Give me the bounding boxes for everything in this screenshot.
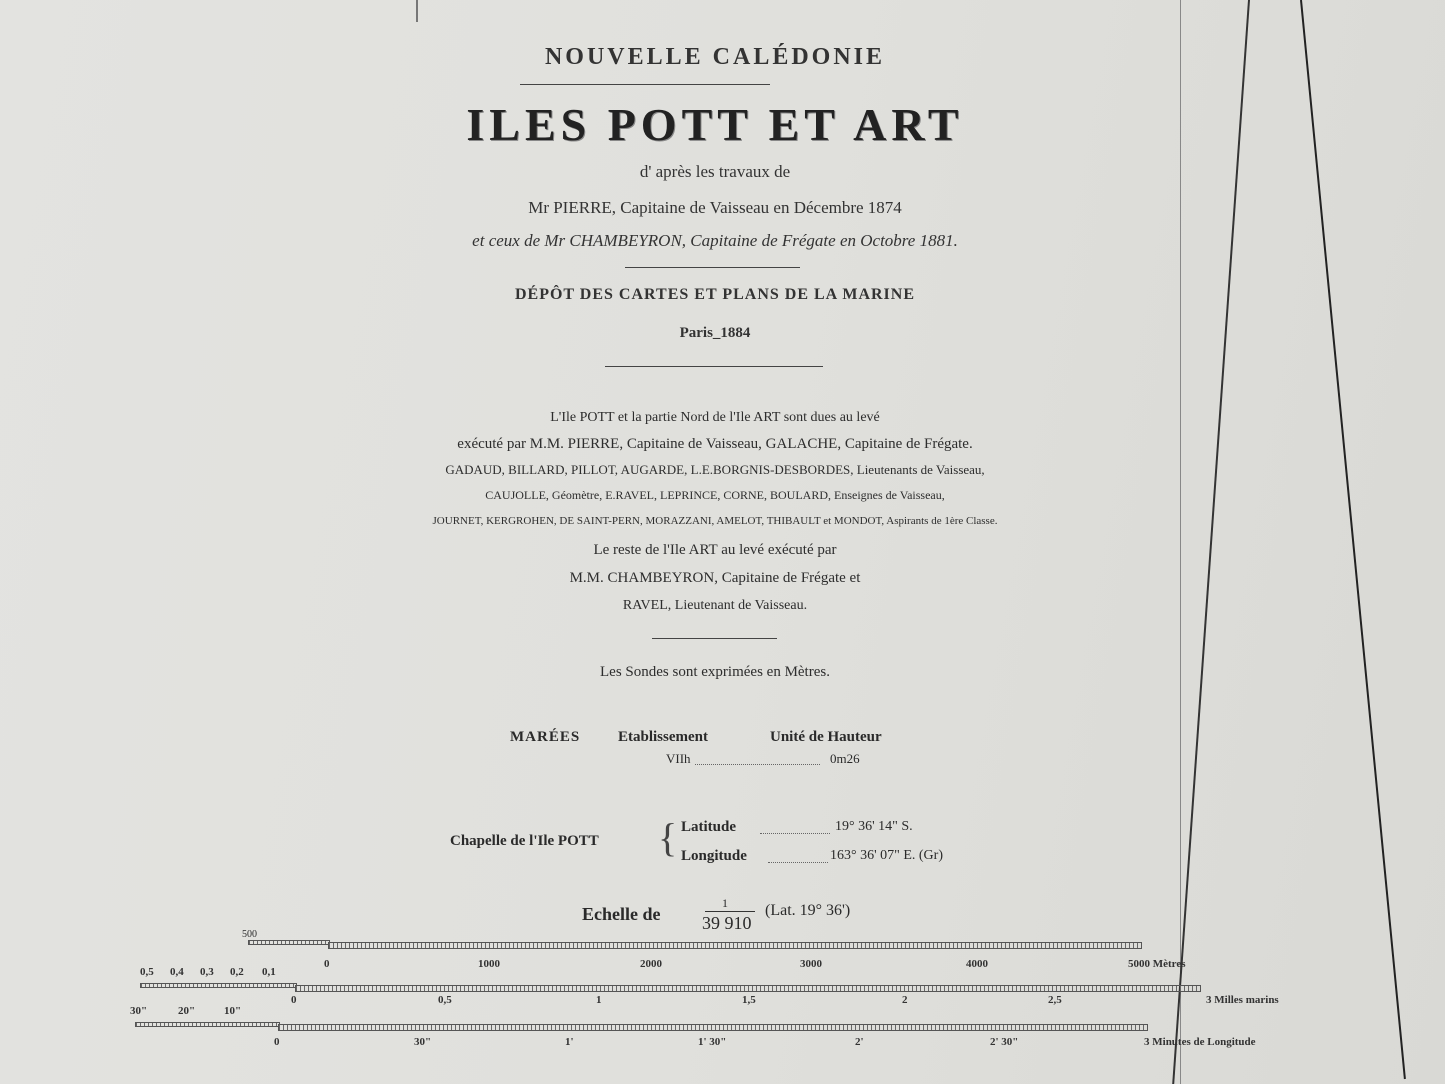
metres-tick-label: 1000	[478, 958, 500, 970]
region-underline	[520, 84, 770, 85]
minutes-tick-label: 0	[274, 1036, 280, 1048]
credit-line-1: Mr PIERRE, Capitaine de Vaisseau en Décembre 1874	[528, 198, 902, 217]
milles-tick-label: 3 Milles marins	[1206, 994, 1279, 1006]
credits-p6: Le reste de l'Ile ART au levé exécuté par	[593, 542, 837, 558]
credits-p3: GADAUD, BILLARD, PILLOT, AUGARDE, L.E.BORGNIS-DESBORDES, Lieutenants de Vaisseau,	[445, 462, 985, 477]
scale-latitude: (Lat. 19° 36')	[765, 902, 851, 919]
tides-label: MARÉES	[510, 729, 581, 745]
scale-denominator: 39 910	[702, 913, 752, 933]
metres-sub-bar	[248, 940, 330, 945]
depot-title: DÉPÔT DES CARTES ET PLANS DE LA MARINE	[514, 286, 916, 303]
longitude-leader	[768, 862, 828, 863]
milles-sub-bar	[140, 983, 297, 988]
latitude-label: Latitude	[681, 819, 737, 835]
tides-height-value: 0m26	[830, 751, 860, 766]
minutes-sub-bar	[135, 1022, 280, 1027]
scale-label: Echelle de	[582, 904, 661, 924]
credits-p5: JOURNET, KERGROHEN, DE SAINT-PERN, MORAZZANI, AMELOT, THIBAULT et MONDOT, Aspirants de 1ère Classe.	[432, 515, 998, 527]
minutes-sub-tick-label: 30"	[130, 1005, 148, 1017]
tides-col-height: Unité de Hauteur	[770, 729, 882, 745]
milles-sub-tick-label: 0,4	[170, 966, 184, 978]
soundings-note: Les Sondes sont exprimées en Mètres.	[600, 664, 830, 680]
metres-tick-label: 2000	[640, 958, 662, 970]
milles-sub-tick-label: 0,2	[230, 966, 244, 978]
brace-icon: {	[658, 815, 678, 860]
divider-1	[625, 267, 800, 268]
credits-p7: M.M. CHAMBEYRON, Capitaine de Frégate et	[569, 570, 861, 586]
credits-p8: RAVEL, Lieutenant de Vaisseau.	[622, 598, 808, 613]
milles-tick-label: 0,5	[438, 994, 452, 1006]
minutes-tick-label: 1' 30"	[698, 1036, 727, 1048]
credits-p1: L'Ile POTT et la partie Nord de l'Ile ART sont dues au levé	[550, 410, 880, 425]
minutes-tick-label: 3 Minutes de Longitude	[1144, 1036, 1256, 1048]
milles-sub-tick-label: 0,1	[262, 966, 276, 978]
metres-tick-label: 5000 Mètres	[1128, 958, 1186, 970]
milles-tick-label: 2	[902, 994, 908, 1006]
milles-tick-label: 2,5	[1048, 994, 1062, 1006]
metres-sub-label: 500	[242, 929, 257, 940]
minutes-tick-label: 2'	[855, 1036, 864, 1048]
divider-2	[605, 366, 823, 367]
milles-tick-label: 0	[291, 994, 297, 1006]
minutes-sub-tick-label: 10"	[224, 1005, 242, 1017]
credit-line-2: et ceux de Mr CHAMBEYRON, Capitaine de Frégate en Octobre 1881.	[472, 231, 958, 250]
divider-3	[652, 638, 777, 639]
minutes-tick-label: 30"	[414, 1036, 432, 1048]
credits-p4: CAUJOLLE, Géomètre, E.RAVEL, LEPRINCE, CORNE, BOULARD, Enseignes de Vaisseau,	[485, 488, 945, 502]
metres-tick-label: 4000	[966, 958, 988, 970]
scale-fraction-bar	[705, 911, 755, 912]
minutes-tick-label: 2' 30"	[990, 1036, 1019, 1048]
milles-tick-label: 1,5	[742, 994, 756, 1006]
credits-p2: exécuté par M.M. PIERRE, Capitaine de Vaisseau, GALACHE, Capitaine de Frégate.	[457, 436, 973, 452]
longitude-value: 163° 36' 07" E. (Gr)	[830, 848, 943, 863]
milles-bar	[295, 985, 1201, 992]
tides-col-establishment: Etablissement	[618, 729, 708, 745]
chapel-label: Chapelle de l'Ile POTT	[450, 833, 599, 849]
metres-tick-label: 3000	[800, 958, 822, 970]
chart-title: ILES POTT ET ART	[466, 99, 964, 150]
milles-sub-tick-label: 0,3	[200, 966, 214, 978]
milles-sub-tick-label: 0,5	[140, 966, 154, 978]
scale-numerator: 1	[722, 896, 728, 910]
tides-establishment-value: VIIh	[666, 751, 691, 766]
minutes-bar	[278, 1024, 1148, 1031]
top-mark	[416, 0, 418, 22]
latitude-value: 19° 36' 14" S.	[835, 819, 913, 834]
tides-leader	[695, 764, 820, 765]
after-line: d' après les travaux de	[639, 162, 791, 181]
milles-tick-label: 1	[596, 994, 602, 1006]
minutes-sub-tick-label: 20"	[178, 1005, 196, 1017]
minutes-tick-label: 1'	[565, 1036, 574, 1048]
metres-bar	[328, 942, 1142, 949]
region-title: NOUVELLE CALÉDONIE	[544, 44, 886, 70]
paris-date: Paris_1884	[679, 325, 751, 341]
metres-tick-label: 0	[324, 958, 330, 970]
longitude-label: Longitude	[681, 848, 747, 864]
latitude-leader	[760, 833, 830, 834]
